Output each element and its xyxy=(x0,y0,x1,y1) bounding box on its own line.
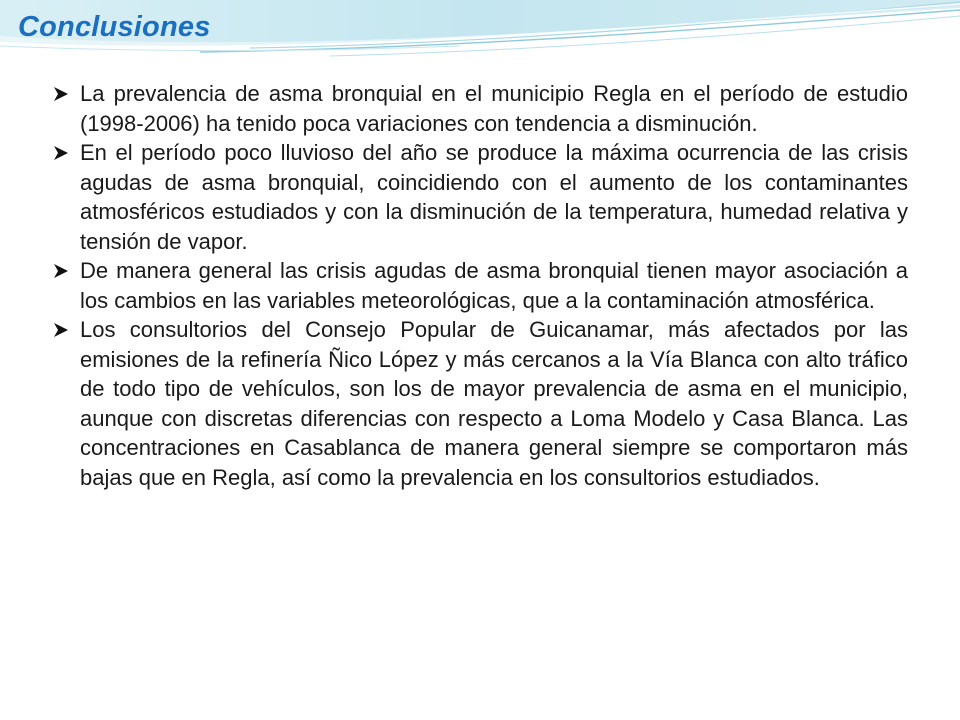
list-item xyxy=(52,315,908,492)
list-item xyxy=(52,138,908,256)
arrow-right-triangle-icon xyxy=(52,262,70,280)
bullet-text: En el período poco lluvioso del año se produce la máxima ocurrencia de las crisis agudas de asma bronquial, coincidiendo con el aumento de los contaminantes atmosféricos estudiados y con la disminución de la temperatura, humedad relativa y tensión de vapor. xyxy=(80,140,908,254)
arrow-right-triangle-icon xyxy=(52,144,70,162)
bullet-text: La prevalencia de asma bronquial en el municipio Regla en el período de estudio (1998-2006) ha tenido poca variaciones con tendencia a disminución. xyxy=(80,81,908,136)
list-item xyxy=(52,256,908,315)
list-item xyxy=(52,79,908,138)
conclusions-list xyxy=(52,79,908,492)
bullet-text: Los consultorios del Consejo Popular de Guicanamar, más afectados por las emisiones de la refinería Ñico López y más cercanos a la Vía Blanca con alto tráfico de todo tipo de vehículos, son los de mayor prevalencia de asma en el municipio, aunque con discretas diferencias con respecto a Loma Modelo y Casa Blanca. Las concentraciones en Casablanca de manera general siempre se comportaron más bajas que en Regla, así como la prevalencia en los consultorios estudiados. xyxy=(80,317,908,490)
arrow-right-triangle-icon xyxy=(52,321,70,339)
slide-title: Conclusiones xyxy=(18,11,211,43)
bullet-text: De manera general las crisis agudas de asma bronquial tienen mayor asociación a los cambios en las variables meteorológicas, que a la contaminación atmosférica. xyxy=(80,258,908,313)
arrow-right-triangle-icon xyxy=(52,85,70,103)
